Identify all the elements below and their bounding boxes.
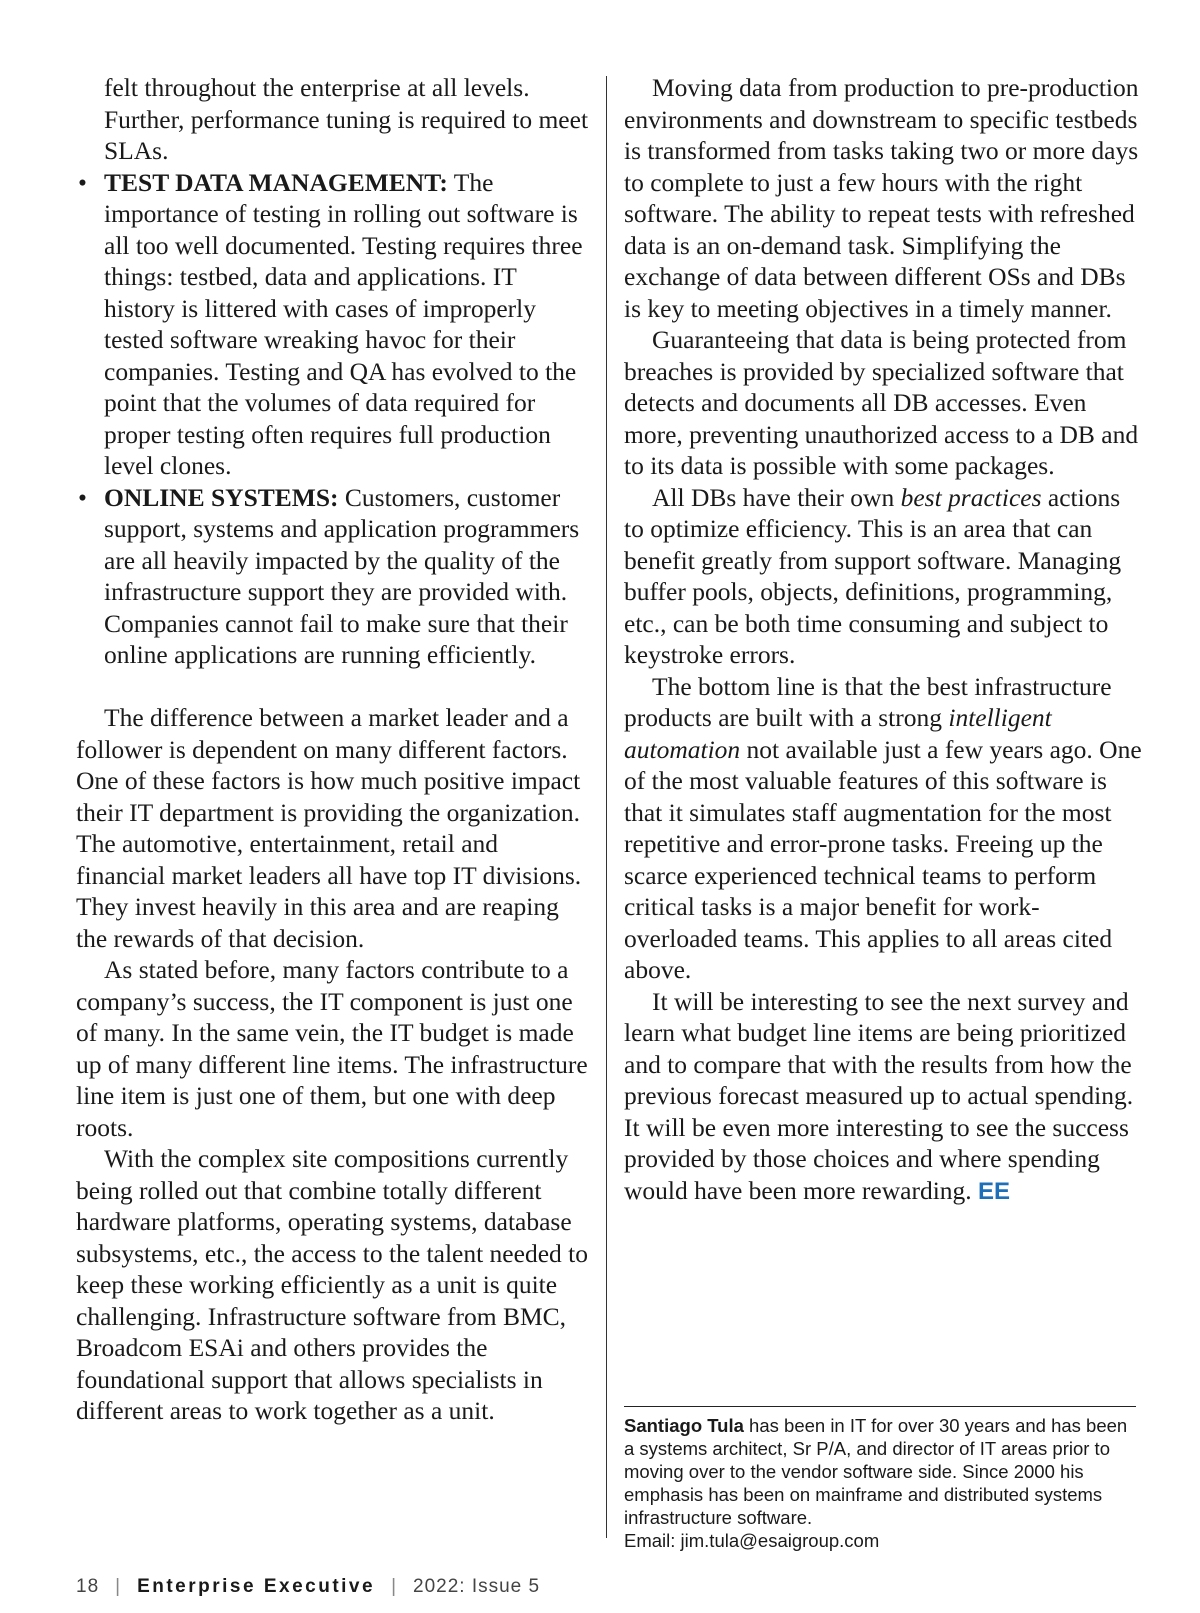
emphasis-text: intelligent automation: [624, 703, 1052, 764]
bullet-list: [76, 167, 591, 671]
ee-end-mark: EE: [978, 1177, 1011, 1205]
bullet-item-test-data: [76, 167, 591, 482]
bio-text: has been in IT for over 30 years and has been a systems architect, Sr P/A, and director of IT areas prior to moving over to the vendor software side. Since 2000 his emphasis has been on mainframe and distributed systems infrastructure software.: [624, 1415, 1128, 1528]
issue-label: 2022: Issue 5: [413, 1576, 541, 1597]
body-paragraph: Guaranteeing that data is being protected from breaches is provided by specialized software that detects and documents all DB accesses. Even more, preventing unauthorized access to a DB and to its data is possible with some packages.: [624, 325, 1139, 480]
page-footer: [76, 1576, 540, 1598]
text-run: All DBs have their own: [652, 482, 901, 512]
text-run: actions to optimize efficiency. This is an area that can benefit greatly from support software. Managing buffer pools, objects, definitions, programming, etc., can be both time consuming and subject to keystroke errors.: [624, 482, 1122, 669]
bullet-text: The importance of testing in rolling out software is all too well documented. Testing requires three things: testbed, data and applications. IT history is littered with cases of improperly tested software wreaking havoc for their companies. Testing and QA has evolved to the point that the volumes of data required for proper testing often requires full production level clones.: [104, 167, 583, 480]
bullet-text: Customers, customer support, systems and application programmers are all heavily impacted by the quality of the infrastructure support they are provided with. Companies cannot fail to make sure that their online applications are running efficiently.: [104, 482, 580, 669]
author-name: Santiago Tula: [624, 1415, 744, 1436]
bullet-heading: ONLINE SYSTEMS:: [104, 482, 339, 512]
bullet-item-online-systems: [76, 482, 591, 671]
text-run: not available just a few years ago. One of the most valuable features of this software is that it simulates staff augmentation for the most repetitive and error-prone tasks. Freeing up the scarce experienced technical teams to perform critical tasks is a major benefit for work-overloaded teams. This applies to all areas cited above.: [624, 734, 1142, 984]
author-bio: [624, 1414, 1136, 1552]
emphasis-text: best practices: [900, 482, 1042, 512]
bullet-heading: TEST DATA MANAGEMENT:: [104, 167, 448, 197]
closing-paragraph: [624, 986, 1144, 1208]
text-run: The bottom line is that the best infrastructure products are built with a strong: [624, 671, 1112, 732]
intro-continuation: felt throughout the enterprise at all levels. Further, performance tuning is required to meet SLAs.: [104, 73, 589, 165]
text-run: It will be interesting to see the next survey and learn what budget line items are being prioritized and to compare that with the results from how the previous forecast measured up to actual spending. It will be even more interesting to see the success provided by those choices and where spending would have been more rewarding.: [624, 986, 1134, 1205]
body-paragraph: [624, 482, 1144, 671]
footer-separator: |: [391, 1576, 397, 1597]
magazine-title: Enterprise Executive: [137, 1576, 376, 1597]
page-number: 18: [76, 1576, 100, 1597]
left-column: [76, 72, 591, 1427]
paragraph-spacer: [76, 671, 591, 703]
footer-separator: |: [115, 1576, 122, 1597]
body-paragraph: Moving data from production to pre-production environments and downstream to specific testbeds is transformed from tasks taking two or more days to complete to just a few hours with the right software. The ability to repeat tests with refreshed data is an on-demand task. Simplifying the exchange of data between different OSs and DBs is key to meeting objectives in a timely manner.: [624, 73, 1139, 323]
author-email: Email: jim.tula@esaigroup.com: [624, 1530, 880, 1551]
body-paragraph: [624, 671, 1144, 986]
body-paragraph: As stated before, many factors contribute to a company’s success, the IT component is just one of many. In the same vein, the IT budget is made up of many different line items. The infrastructure line item is just one of them, but one with deep roots.: [76, 955, 588, 1142]
body-paragraph: With the complex site compositions currently being rolled out that combine totally different hardware platforms, operating systems, database subsystems, etc., the access to the talent needed to keep these working efficiently as a unit is quite challenging. Infrastructure software from BMC, Broadcom ESAi and others provides the foundational support that allows specialists in different areas to work together as a unit.: [76, 1144, 588, 1425]
bio-divider: [624, 1406, 1136, 1407]
right-column: [624, 72, 1144, 1207]
column-divider: [606, 76, 607, 1538]
body-paragraph: The difference between a market leader and a follower is dependent on many different factors. One of these factors is how much positive impact their IT department is providing the organization. The automotive, entertainment, retail and financial market leaders all have top IT divisions. They invest heavily in this area and are reaping the rewards of that decision.: [76, 703, 582, 953]
